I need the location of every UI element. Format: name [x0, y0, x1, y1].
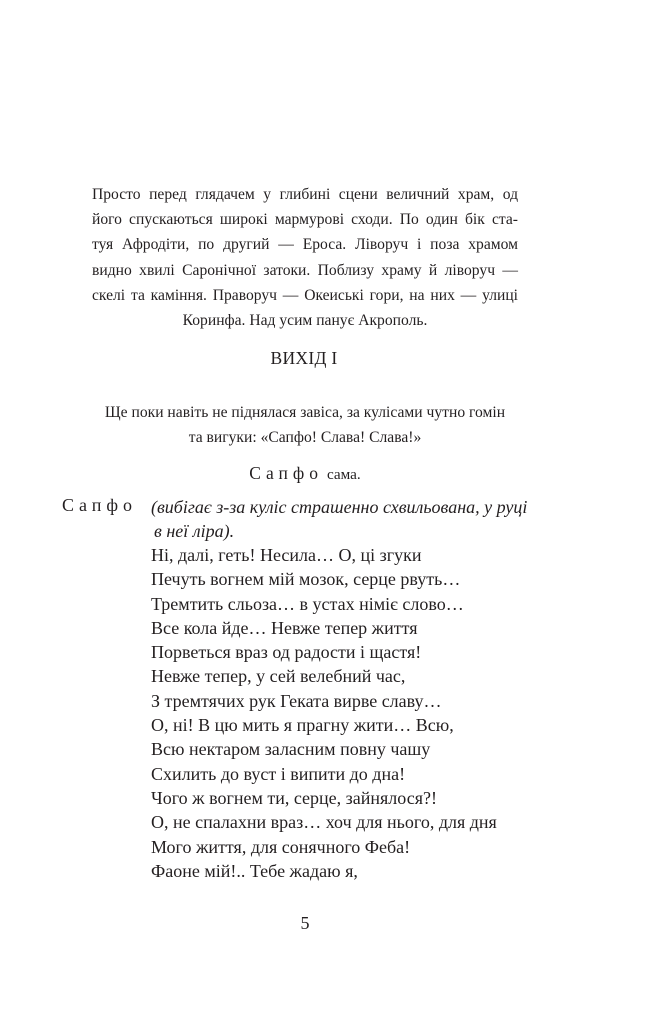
- verse-line: Чого ж вогнем ти, серце, зайнялося?!: [151, 787, 437, 808]
- verse-line: З тремтячих рук Геката вирве славу…: [151, 690, 442, 711]
- stage-direction-line: його спускаються широкі мармурові сходи. По один бік ста-: [92, 211, 518, 229]
- scene-heading: ВИХІД І: [270, 348, 338, 368]
- verse-line: Всю нектаром заласним повну чашу: [151, 739, 431, 760]
- verse-line: Тремтить сльоза… в устах німіє слово…: [151, 593, 464, 614]
- verse-line: Порветься враз од радости і щастя!: [151, 642, 422, 663]
- stage-direction-line: видно хвилі Саронічної затоки. Поблизу храму й ліворуч —: [92, 261, 518, 279]
- curtain-note: [92, 400, 518, 450]
- verse-line: Невже тепер, у сей велебний час,: [151, 666, 406, 687]
- verse-line: Схилить до вуст і випити до дна!: [151, 763, 406, 784]
- verse-line: Печуть вогнем мій мозок, серце рвуть…: [151, 569, 461, 590]
- stage-direction: [92, 182, 518, 333]
- speaker-name: Сапфо: [62, 495, 138, 515]
- stage-direction-line: скелі та каміння. Праворуч — Океиські гори, на них — улиці: [92, 286, 518, 304]
- verse-line: Фаоне мій!.. Тебе жадаю я,: [151, 860, 358, 881]
- verse-line: О, ні! В цю мить я прагну жити… Всю,: [151, 715, 454, 736]
- verse-line: Мого життя, для сонячного Феба!: [151, 836, 411, 857]
- page-number: 5: [300, 913, 310, 933]
- stage-direction-line: туя Афродіти, по другий — Ероса. Ліворуч і поза храмом: [92, 236, 518, 254]
- curtain-note-line: та вигуки: «Сапфо! Слава! Слава!»: [188, 429, 422, 446]
- stage-direction-line: Просто перед глядачем у глибині сцени величний храм, од: [92, 186, 518, 203]
- cast-note: сама.: [326, 466, 361, 483]
- verse-block: [151, 543, 497, 883]
- verse-line: О, не спалахни враз… хоч для нього, для дня: [151, 812, 497, 833]
- verse-line: Ні, далі, геть! Несила… О, ці згуки: [151, 545, 422, 565]
- cast-line: [0, 463, 610, 484]
- verse-line: Все кола йде… Невже тепер життя: [151, 617, 418, 638]
- cast-name: Сапфо: [249, 463, 323, 483]
- stage-direction-line: Коринфа. Над усим панує Акрополь.: [182, 312, 428, 330]
- stage-remark: [151, 495, 561, 543]
- remark-line: (вибігає з-за куліс страшенно схвильована, у руці: [151, 497, 528, 517]
- curtain-note-line: Ще поки навіть не піднялася завіса, за кулісами чутно гомін: [104, 404, 506, 421]
- remark-line: в неї ліра).: [154, 521, 235, 541]
